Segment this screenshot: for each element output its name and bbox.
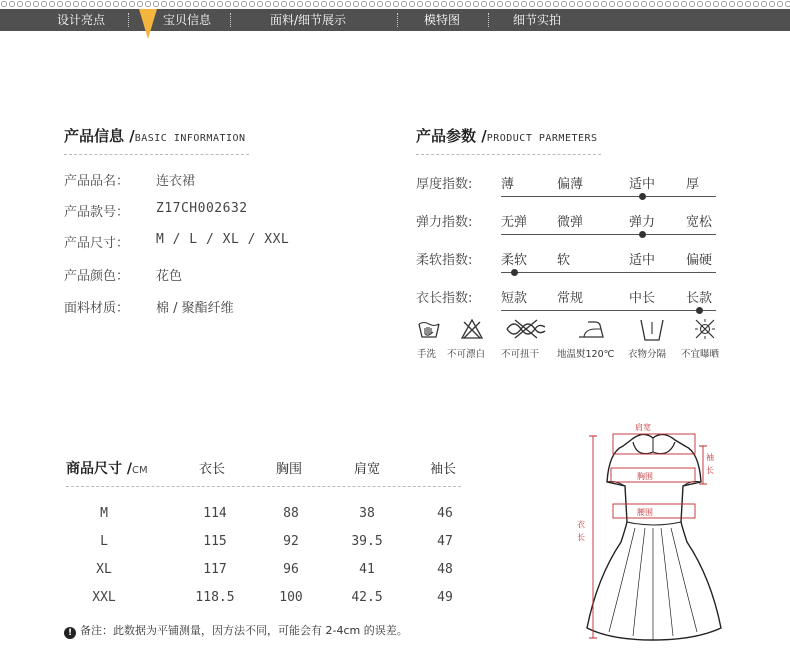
- divider: [64, 154, 249, 155]
- size-cell-chest: 100: [279, 590, 303, 605]
- param-selected-marker: [696, 307, 703, 314]
- product-params-title: [416, 125, 598, 146]
- param-option: 中长: [629, 291, 656, 306]
- nav-item-detail-photos[interactable]: 细节实拍: [513, 13, 562, 27]
- info-value-color: 花色: [156, 269, 183, 284]
- param-label: 厚度指数:: [416, 177, 473, 192]
- info-value-style-no: Z17CH002632: [156, 201, 248, 216]
- param-option: 短款: [501, 291, 528, 306]
- nav-divider: [128, 13, 129, 27]
- product-info-title-en: BASIC INFORMATION: [134, 133, 246, 144]
- param-option: 柔软: [501, 253, 528, 268]
- param-selected-marker: [639, 231, 646, 238]
- param-option: 适中: [629, 177, 656, 192]
- param-option: 常规: [557, 291, 584, 306]
- param-label: 弹力指数:: [416, 215, 473, 230]
- size-cell-shoulder: 42.5: [351, 590, 383, 605]
- care-label-no-bleach: 不可漂白: [447, 349, 486, 360]
- info-label-name: 产品品名：: [64, 174, 130, 189]
- size-table-unit: CM: [132, 465, 148, 476]
- exclamation-icon: !: [64, 627, 76, 639]
- nav-divider: [230, 13, 231, 27]
- param-option: 微弹: [557, 215, 584, 230]
- care-label-hand-wash: 手洗: [417, 349, 437, 360]
- info-value-size: M / L / XL / XXL: [156, 232, 290, 247]
- param-option: 长款: [686, 291, 713, 306]
- size-header-sleeve: 袖长: [430, 462, 457, 477]
- divider: [416, 154, 601, 155]
- measurement-note: [64, 622, 408, 639]
- diagram-label-length-1: 衣: [577, 520, 585, 529]
- size-cell-chest: 96: [283, 562, 299, 577]
- info-value-name: 连衣裙: [156, 174, 196, 189]
- size-cell-length: 118.5: [195, 590, 235, 605]
- info-value-material: 棉 / 聚酯纤维: [156, 301, 234, 316]
- param-option: 软: [557, 253, 571, 268]
- param-option: 偏薄: [557, 177, 584, 192]
- diagram-label-sleeve-2: 长: [706, 466, 714, 475]
- product-info-title-cn: 产品信息 /: [64, 127, 135, 145]
- size-cell-sleeve: 48: [437, 562, 453, 577]
- size-cell-sleeve: 46: [437, 506, 453, 521]
- param-option: 无弹: [501, 215, 528, 230]
- separate-wash-icon: [639, 318, 665, 346]
- nav-item-fabric[interactable]: 面料/细节展示: [270, 13, 347, 27]
- no-sun-icon: [694, 318, 716, 344]
- size-cell-length: 115: [203, 534, 227, 549]
- nav-divider: [397, 13, 398, 27]
- no-bleach-icon: [460, 318, 484, 344]
- param-scale-line: [501, 272, 716, 273]
- nav-item-design[interactable]: 设计亮点: [57, 13, 106, 27]
- diagram-label-chest: 胸围: [637, 472, 653, 481]
- size-table-title: [66, 458, 148, 478]
- size-cell-size: M: [100, 506, 108, 521]
- size-cell-chest: 92: [283, 534, 299, 549]
- size-cell-shoulder: 39.5: [351, 534, 383, 549]
- param-option: 适中: [629, 253, 656, 268]
- size-cell-length: 114: [203, 506, 227, 521]
- product-params-title-en: PRODUCT PARMETERS: [486, 133, 598, 144]
- active-nav-marker: [139, 9, 157, 39]
- product-info-title: [64, 125, 246, 146]
- size-header-shoulder: 肩宽: [354, 462, 381, 477]
- param-label: 柔软指数:: [416, 253, 473, 268]
- dress-outline: [583, 418, 723, 644]
- param-label: 衣长指数:: [416, 291, 473, 306]
- size-cell-chest: 88: [283, 506, 299, 521]
- note-text: 备注：此数据为平铺测量，因方法不同，可能会有 2-4cm 的误差。: [80, 624, 408, 637]
- diagram-label-waist: 腰围: [637, 508, 653, 517]
- size-cell-sleeve: 49: [437, 590, 453, 605]
- param-option: 厚: [686, 177, 700, 192]
- info-label-style-no: 产品款号：: [64, 205, 130, 220]
- dress-measurement-diagram: [577, 418, 723, 648]
- iron-low-icon: [576, 318, 606, 344]
- diagram-label-shoulder: 肩宽: [635, 423, 651, 432]
- size-cell-size: L: [100, 534, 108, 549]
- diagram-label-sleeve-1: 袖: [706, 453, 714, 462]
- nav-item-product-info[interactable]: 宝贝信息: [163, 13, 212, 27]
- param-selected-marker: [511, 269, 518, 276]
- param-option: 偏硬: [686, 253, 713, 268]
- param-scale-line: [501, 196, 716, 197]
- product-params-title-cn: 产品参数 /: [416, 127, 487, 145]
- care-label-separate: 衣物分隔: [628, 349, 667, 360]
- size-cell-length: 117: [203, 562, 227, 577]
- hand-wash-icon: [417, 318, 441, 344]
- param-option: 弹力: [629, 215, 656, 230]
- param-scale-line: [501, 234, 716, 235]
- no-wring-icon: [505, 318, 547, 344]
- care-label-iron: 地温熨120℃: [557, 349, 615, 360]
- size-cell-size: XXL: [92, 590, 116, 605]
- size-cell-size: XL: [96, 562, 112, 577]
- divider: [66, 486, 461, 487]
- diagram-label-length-2: 长: [577, 533, 585, 542]
- info-label-material: 面料材质：: [64, 301, 130, 316]
- size-header-length: 衣长: [199, 462, 226, 477]
- care-label-no-wring: 不可扭干: [501, 349, 540, 360]
- param-selected-marker: [639, 193, 646, 200]
- section-nav: [0, 9, 790, 31]
- size-cell-sleeve: 47: [437, 534, 453, 549]
- size-header-chest: 胸围: [276, 462, 303, 477]
- care-label-no-sun: 不宜曝晒: [681, 349, 720, 360]
- size-cell-shoulder: 38: [359, 506, 375, 521]
- param-scale-line: [501, 310, 716, 311]
- nav-divider: [488, 13, 489, 27]
- size-table-title-text: 商品尺寸 /: [66, 461, 132, 477]
- top-border: [0, 0, 790, 8]
- param-option: 薄: [501, 177, 515, 192]
- param-option: 宽松: [686, 215, 713, 230]
- info-label-color: 产品颜色：: [64, 269, 130, 284]
- nav-item-model[interactable]: 模特图: [424, 13, 461, 27]
- info-label-size: 产品尺寸：: [64, 236, 130, 251]
- size-cell-shoulder: 41: [359, 562, 375, 577]
